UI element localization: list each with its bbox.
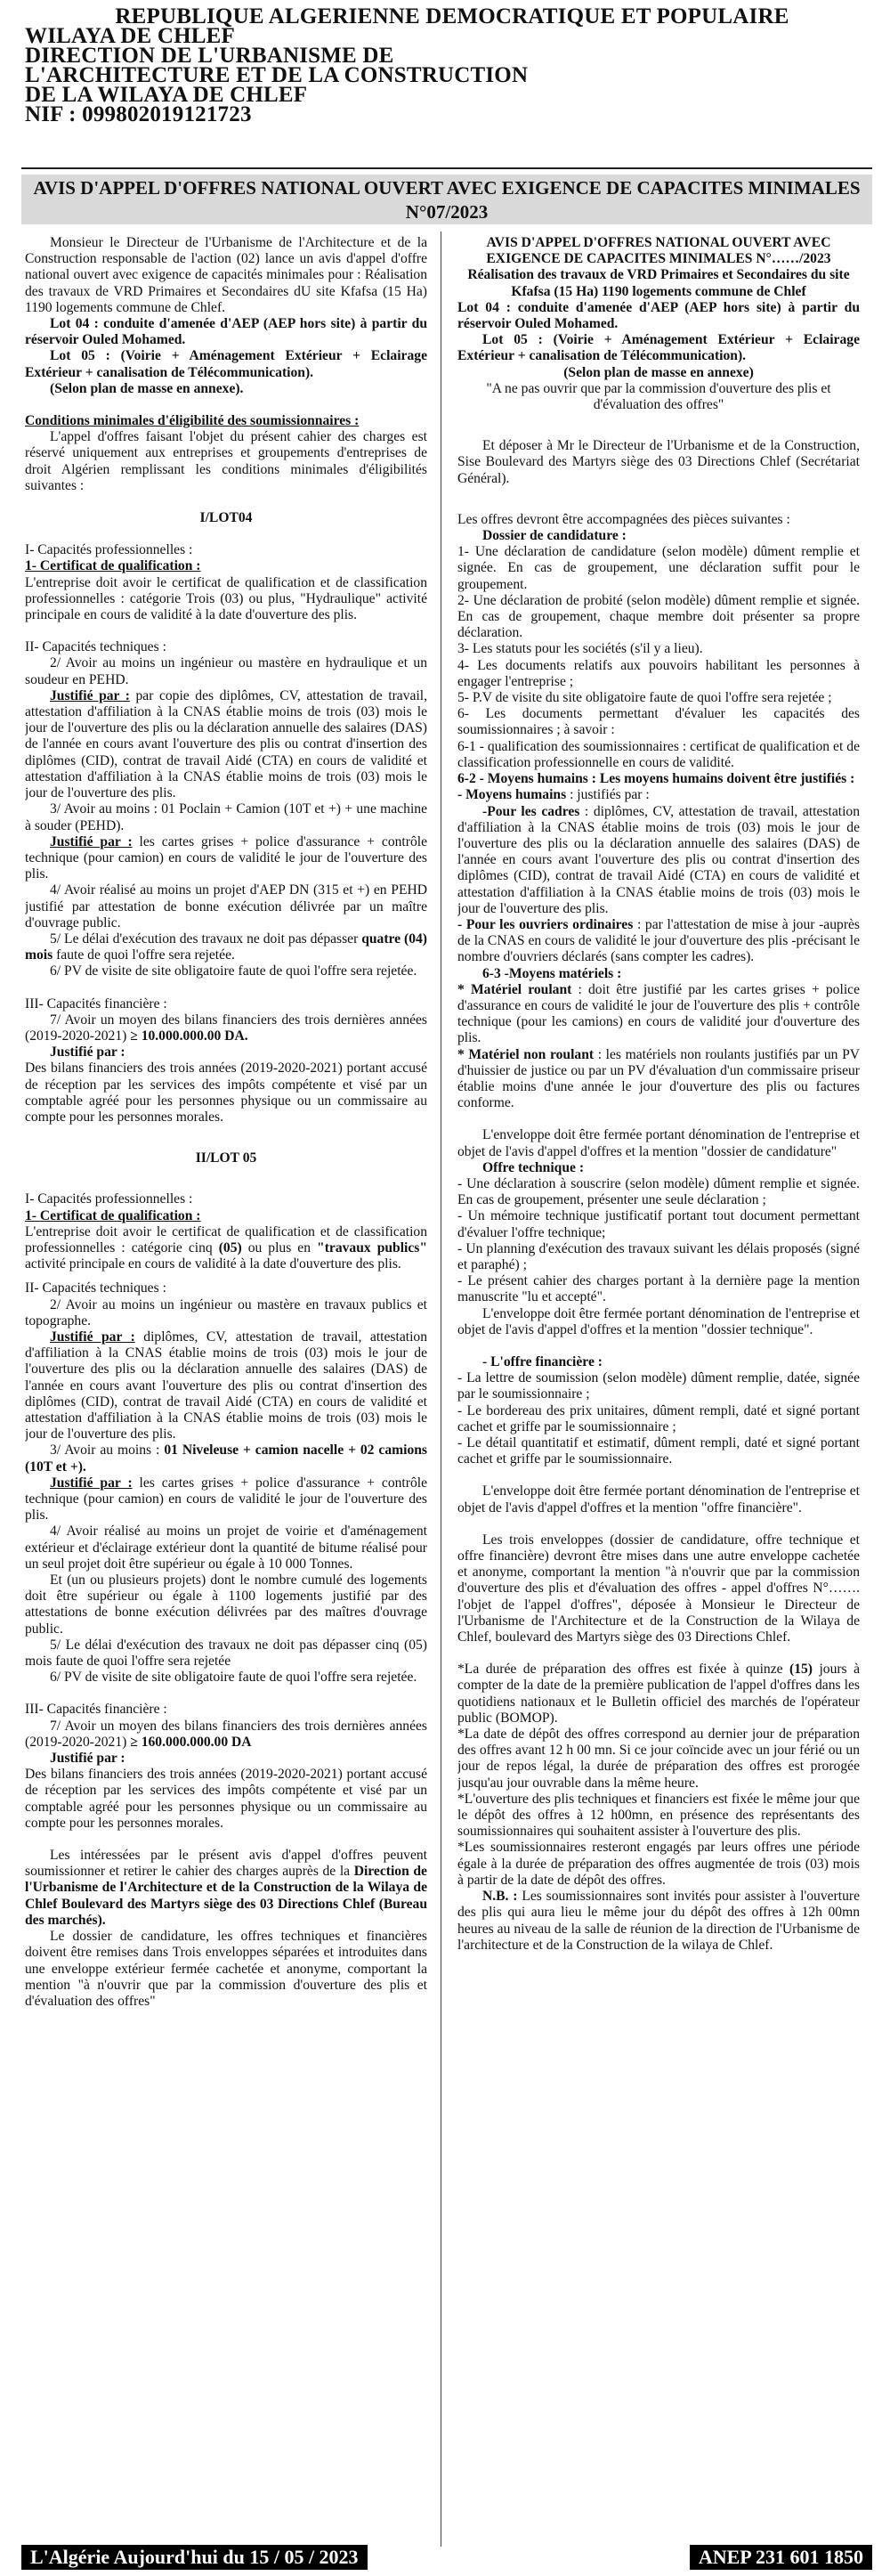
publication-date-badge: L'Algérie Aujourd'hui du 15 / 05 / 2023 [21, 2545, 368, 2570]
justified-text: les cartes grises + police d'assurance + contrôle technique (pour camion) en cours de validité le jour de l'ouverture des plis. [25, 833, 427, 882]
lot05-just-1 [25, 1329, 427, 1442]
text-part: 7/ Avoir un moyen des bilans financiers des trois dernières années (2019-2020-2021) [25, 1012, 427, 1044]
text-part: faute de quoi l'offre sera rejetée. [53, 947, 235, 963]
justified-text: les cartes grises + police d'assurance + contrôle technique (pour camion) en cours de validité le jour de l'ouverture des plis. [25, 1475, 427, 1524]
lot05-fin-7 [25, 1719, 427, 1751]
bold-part: 01 Niveleuse + camion nacelle + 02 camions (10T et +). [25, 1442, 427, 1475]
envelope-candidature: L'enveloppe doit être fermée portant dénomination de l'entreprise et objet de l'avis d'appel d'offres et la mention "dossier de candidature" [457, 1127, 860, 1159]
lot04-cap-fin: III- Capacités financière : [25, 995, 167, 1012]
lot04-tech-4: 4/ Avoir réalisé au moins un projet d'AEP DN (315 et +) en PEHD justifié par attestation de bonne exécution délivrée par un maître d'ouvrage public. [25, 882, 427, 930]
right-plan: (Selon plan de masse en annexe) [563, 364, 754, 380]
envelope-technical: L'enveloppe doit être fermée portant dénomination de l'entreprise et objet de l'avis d'appel d'offres et la mention "dossier technique". [457, 1305, 860, 1337]
lot05-fin-just-text: Des bilans financiers des trois années (2019-2020-2021) portant accusé de réception par les services des impôts compétente et visé par un comptable agréé pour les personnes physique ou un commissaire au compte pour les personnes morales. [25, 1767, 427, 1831]
lot05-tech-3 [25, 1442, 427, 1475]
lot04-tech-6: 6/ PV de visite de site obligatoire faute de quoi l'offre sera rejetée. [50, 963, 417, 979]
lot04-tech-5 [25, 931, 427, 963]
rolling-equipment [457, 982, 860, 1047]
doc-5: 5- P.V de visite du site obligatoire faute de quoi l'offre sera rejetée ; [457, 690, 832, 706]
lot05-cap-tech: II- Capacités techniques : [25, 1280, 166, 1296]
text-part: 5/ Le délai d'exécution des travaux ne doit pas dépasser [50, 930, 362, 947]
candidature-heading: Dossier de candidature : [482, 528, 627, 544]
lot04-just-1 [25, 688, 427, 801]
bold-part: -Pour les cadres [482, 803, 580, 819]
financial-offer-heading: - L'offre financière : [482, 1354, 603, 1369]
notice-title: AVIS D'APPEL D'OFFRES NATIONAL OUVERT AVEC EXIGENCE DE CAPACITES MINIMALES [33, 177, 861, 199]
lot05-cert-text [25, 1224, 427, 1273]
fin-3: - Le détail quantitatif et estimatif, dûment rempli, daté et signé portant cachet et griffe par le soumissionnaire. [457, 1435, 860, 1467]
bold-part: "travaux publics" [317, 1239, 427, 1255]
interested-paragraph [25, 1848, 427, 1929]
commitment-paragraph: *Les soumissionnaires resteront engagés par leurs offres une période égale à la durée de préparation des offres augmentée de trois (03) mois à partir de la date de dépôt des offres. [457, 1840, 860, 1888]
justified-label: Justifié par : [50, 1475, 133, 1491]
lot05-heading: II/LOT 05 [195, 1150, 257, 1166]
doc-6-2: 6-2 - Moyens humains : Les moyens humains doivent être justifiés : [457, 771, 855, 787]
intro-paragraph: Monsieur le Directeur de l'Urbanisme de l'Architecture et de la Construction responsable de l'action (02) lance un avis d'appel d'offre national ouvert avec exigence de capacités minimales pour : Réalisation des travaux de VRD Primaires et Secondaires dU site Kfafsa (15 Ha) 1190 logements commune de Chlef. [25, 235, 427, 315]
text-part: : par l'attestation de mise à jour -auprès de la CNAS en cours de validité le jour d'ouverture des plis -précisant le nombre d'ouvriers déclarés (sans compter les cadres). [457, 916, 860, 965]
lot04-cert-text: L'entreprise doit avoir le certificat de qualification et de classification professionnelles : catégorie Trois (03) ou plus, "Hydraulique" activité principale en cours de validité à la date d'ouverture des plis. [25, 574, 427, 623]
lot05-cap-fin: III- Capacités financière : [25, 1702, 167, 1718]
lot05-tech-4b: Et (un ou plusieurs projets) dont le nombre cumulé des logements doit être supérieur ou égale à 1100 logements justifié par des attestations de bonne exécution délivrées par des maîtres d'ouvrage public. [25, 1572, 427, 1637]
duration-paragraph [457, 1662, 860, 1727]
doc-6-1: 6-1 - qualification des soumissionnaires : certificat de qualification et de classification professionnelle en cours de validité. [457, 738, 860, 770]
header-line-nif: NIF : 099802019121723 [25, 102, 252, 126]
lot05-just-2 [25, 1475, 427, 1524]
lot05-tech-2: 2/ Avoir au moins un ingénieur ou mastère en travaux publics et topographe. [25, 1296, 427, 1329]
text-part: L'entreprise doit avoir le certificat de qualification et de classification professionnelles : catégorie cinq [25, 1223, 427, 1255]
lot04-cap-tech: II- Capacités techniques : [25, 639, 166, 655]
bold-part: ≥ 10.000.000.00 DA. [130, 1028, 248, 1044]
left-column [25, 235, 427, 2541]
justified-text: diplômes, CV, attestation de travail, attestation d'affiliation à la CNAS établie moins de trois (03) mois le jour de l'ouverture des plis ou la déclaration annuelle des salaires (DAS) de l'année en cours avant l'ouverture des plis ou contrat d'insertion des diplômes (CID), contrat de travail Aidé (CTA) en cours de validité et attestation d'affiliation à la CNAS établie moins de trois (03) mois le jour de l'ouverture des plis. [25, 1329, 427, 1442]
deposit-paragraph: Et déposer à Mr le Directeur de l'Urbanisme et de la Construction, Sise Boulevard des Martyrs siège des 03 Directions Chlef (Secrétariat Général). [457, 438, 860, 486]
offers-accompanied: Les offres devront être accompagnées des pièces suivantes : [457, 511, 790, 527]
notice-number: N°07/2023 [405, 201, 489, 223]
nb-paragraph [457, 1889, 860, 1954]
lot04-heading: I/LOT04 [199, 510, 253, 526]
lot05-cap-pro: I- Capacités professionnelles : [25, 1191, 193, 1207]
non-rolling-equipment [457, 1047, 860, 1112]
bold-part: quatre (04) mois [25, 930, 427, 963]
issuer-header [25, 4, 879, 126]
header-line-direction: DIRECTION DE L'URBANISME DE [25, 44, 394, 68]
bold-part: (05) [218, 1239, 242, 1255]
lot04-tech-3: 3/ Avoir au moins : 01 Poclain + Camion (10T et +) + une machine à souder (PEHD). [25, 801, 427, 833]
text-part: *La durée de préparation des offres est fixée à quinze [457, 1662, 789, 1678]
bold-part: Direction de l'Urbanisme de l'Architecture et de la Construction de la Wilaya de Chlef Boulevard des Martyrs siège des 03 Directions Chlef (Bureau des marchés). [25, 1864, 427, 1928]
lot04-tech-2: 2/ Avoir au moins un ingénieur ou mastère en hydraulique et un soudeur en PEHD. [25, 655, 427, 687]
deposit-date: *La date de dépôt des offres correspond au dernier jour de préparation des offres avant 12 h 00 mn. Si ce jour coïncide avec un jour férié ou un jour de repos légal, la durée de préparation des offres est prorogée jusqu'au jour ouvrable dans la même heure. [457, 1727, 860, 1791]
header-rule [21, 167, 872, 169]
cadres-text [457, 804, 860, 917]
text-part: 7/ Avoir un moyen des bilans financiers des trois dernières années (2019-2020-2021) [25, 1718, 427, 1750]
right-project: Réalisation des travaux de VRD Primaires et Secondaires du site Kfafsa (15 Ha) 1190 logements commune de Chlef [467, 267, 850, 299]
lot05-description: Lot 05 : (Voirie + Aménagement Extérieur + Eclairage Extérieur + canalisation de Télécommunication). [25, 348, 427, 380]
doc-3: 3- Les statuts pour les sociétés (s'il y a lieu). [457, 641, 703, 657]
text-part: : doit être justifié par les cartes grises + police d'assurance en cours de validité le jour de l'ouverture des plis + contrôle technique (pour les camions) en cours de validité jour d'ouverture des plis. [457, 981, 860, 1046]
tech-3: - Un planning d'exécution des travaux suivant les délais proposés (signé et paraphé) ; [457, 1240, 860, 1272]
plan-note: (Selon plan de masse en annexe). [50, 380, 244, 396]
text-part: ou plus en [241, 1239, 318, 1255]
right-column [457, 235, 860, 2541]
header-line-architecture: L'ARCHITECTURE ET DE LA CONSTRUCTION [25, 63, 529, 87]
bold-part: (15) [789, 1662, 813, 1678]
justified-label: Justifié par : [50, 833, 133, 849]
tech-1: - Une déclaration à souscrire (selon modèle) dûment remplie et signée. En cas de groupement, présenter une seule déclaration ; [457, 1175, 860, 1208]
doc-6: 6- Les documents permettant d'évaluer les capacités des soumissionnaires ; à savoir : [457, 706, 860, 738]
lot04-cert-title: 1- Certificat de qualification : [25, 558, 201, 574]
right-nouvrir: "A ne pas ouvrir que par la commission d'ouverture des plis et d'évaluation des offres" [486, 380, 831, 413]
tech-4: - Le présent cahier des charges portant à la dernière page la mention manuscrite "lu et accepté". [457, 1273, 860, 1305]
text-part: jours à compter de la date de la première publication de l'appel d'offres dans les quotidiens nationaux et le Bulletin officiel des marchés de l'opérateur public (BOMOP). [457, 1662, 860, 1726]
lot04-fin-just-text: Des bilans financiers des trois années (2019-2020-2021) portant accusé de réception par les services des impôts compétente et visé par un comptable agréé pour les personnes physique ou un commissaire au compte pour les personnes morales. [25, 1060, 427, 1125]
right-title: AVIS D'APPEL D'OFFRES NATIONAL OUVERT AVEC EXIGENCE DE CAPACITES MINIMALES N°……/2023 [486, 235, 831, 267]
lot04-just-2 [25, 834, 427, 883]
tech-2: - Un mémoire technique justificatif portant tout document permettant d'évaluer l'offre technique; [457, 1208, 860, 1240]
lot04-fin-7 [25, 1012, 427, 1044]
text-part: : diplômes, CV, attestation de travail, attestation d'affiliation à la CNAS établie moins de trois (03) mois le jour de l'ouverture des plis ou la déclaration annuelle des salaires (DAS) de l'année en cours avant l'ouverture des plis ou contrat d'insertion des diplômes (CID), contrat de travail Aidé (CTA) en cours de validité et attestation d'affiliation à la CNAS établie moins de trois (03) mois le jour de l'ouverture des plis. [457, 803, 860, 916]
conditions-text: L'appel d'offres faisant l'objet du présent cahier des charges est réservé uniquement aux entreprises et groupements d'entreprises de droit Algérien remplissant les conditions minimales d'éligibilités suivantes : [25, 429, 427, 493]
opening-paragraph: *L'ouverture des plis techniques et financiers est fixée le même jour que le dépôt des offres à 12 h00mn, en présence des représentants des soumissionnaires qui souhaitent assister à l'ouverture des plis. [457, 1791, 860, 1840]
lot04-fin-just-label: Justifié par : [50, 1044, 125, 1060]
fin-1: - La lettre de soumission (selon modèle) dûment remplie, datée, signée par le soumissionnaire ; [457, 1370, 860, 1402]
conditions-heading: Conditions minimales d'éligibilité des soumissionnaires : [25, 413, 360, 429]
lot05-tech-5: 5/ Le délai d'exécution des travaux ne doit pas dépasser cinq (05) mois faute de quoi l'offre sera rejetée [25, 1637, 427, 1670]
header-line-wilaya: WILAYA DE CHLEF [25, 24, 235, 48]
header-line-republic: REPUBLIQUE ALGERIENNE DEMOCRATIQUE ET POPULAIRE [115, 4, 789, 28]
bold-part: * Matériel non roulant [457, 1046, 595, 1062]
text-part: : les matériels non roulants justifiés par un PV d'huissier de justice ou par un PV d'évaluation d'un commissaire priseur établie moins d'une année le jour d'ouverture des plis ou factures conforme. [457, 1046, 860, 1111]
doc-4: 4- Les documents relatifs aux pouvoirs habilitant les personnes à engager l'entreprise ; [457, 657, 860, 689]
lot05-fin-just-label: Justifié par : [50, 1751, 125, 1767]
text-part: : justifiés par : [566, 787, 650, 803]
justified-label: Justifié par : [50, 1329, 135, 1345]
dossier-paragraph: Le dossier de candidature, les offres techniques et financières doivent être remises dans Trois enveloppes séparées et introduites dans une enveloppe extérieur fermée cachetée et anonyme, comportant la mention "à n'ouvrir que par la commission d'ouverture des plis et d'évaluation des offres" [25, 1929, 427, 2009]
header-line-chlef: DE LA WILAYA DE CHLEF [25, 83, 308, 107]
text-part: 3/ Avoir au moins : [50, 1442, 165, 1459]
lot05-cert-title: 1- Certificat de qualification : [25, 1207, 201, 1223]
lot04-description: Lot 04 : conduite d'amenée d'AEP (AEP hors site) à partir du réservoir Ouled Mohamed. [25, 316, 427, 348]
bold-part: * Matériel roulant [457, 981, 572, 997]
justified-text: par copie des diplômes, CV, attestation de travail, attestation d'affiliation à la CNAS établie moins de trois (03) mois le jour de l'ouverture des plis ou la déclaration annuelle des salaires (DAS) de l'année en cours avant l'ouverture des plis ou contrat d'insertion des diplômes (CID), contrat de travail Aidé (CTA) en cours de validité et attestation d'affiliation à la CNAS établie moins de trois (03) mois le jour de l'ouverture des plis. [25, 687, 427, 801]
doc-1: 1- Une déclaration de candidature (selon modèle) dûment remplie et signée. En cas de groupement, une déclaration suffit pour le groupement. [457, 544, 860, 592]
tech-offer-heading: Offre technique : [482, 1159, 585, 1175]
text-part: Les intéressées par le présent avis d'appel d'offres peuvent soumissionner et retirer le cahier des charges auprès de la [25, 1848, 427, 1880]
anep-reference-badge: ANEP 231 601 1850 [690, 2545, 872, 2570]
fin-2: - Le bordereau des prix unitaires, dûment rempli, daté et signé portant cachet et griffe par le soumissionnaire ; [457, 1402, 860, 1434]
three-envelopes: Les trois enveloppes (dossier de candidature, offre technique et offre financière) devront être mises dans une autre enveloppe cachetée et anonyme, comportant la mention "à n'ouvrir que par la commission d'ouverture des plis et d'évaluation des offres - appel d'offres N°……. l'objet de l'appel d'offres", déposée à Monsieur le Directeur de l'Urbanisme de l'Architecture et de la Construction de la Wilaya de Chlef, boulevard des Martyrs siège des 03 Directions Chlef. [457, 1532, 860, 1646]
lot05-tech-4a: 4/ Avoir réalisé au moins un projet de voirie et d'aménagement extérieur et d'éclairage extérieur dont la quantité de bitume réalisé pour un seul projet doit être supérieur ou égale à 10 000 Tonnes. [25, 1524, 427, 1572]
doc-6-3: 6-3 -Moyens matériels : [482, 965, 622, 981]
lot04-cap-pro: I- Capacités professionnelles : [25, 542, 193, 558]
workers-text [457, 917, 860, 966]
text-part: activité principale en cours de validité à la date d'ouverture des plis. [25, 1256, 401, 1272]
doc-2: 2- Une déclaration de probité (selon modèle) dûment remplie et signée. En cas de groupement, chaque membre doit présenter sa propre déclaration. [457, 592, 860, 641]
lot05-tech-6: 6/ PV de visite de site obligatoire faute de quoi l'offre sera rejetée. [50, 1670, 417, 1686]
bold-part: N.B. : [482, 1889, 518, 1905]
justified-label: Justifié par : [50, 687, 130, 703]
title-band [21, 175, 872, 224]
bold-part: - Moyens humains [457, 787, 567, 803]
text-part: Les soumissionnaires sont invités pour assister à l'ouverture des plis qui aura lieu le même jour du dépôt des offres à 12h 00mn heures au niveau de la salle de réunion de la direction de l'Urbanisme de l'architecture et de la Construction de la wilaya de Chlef. [457, 1889, 860, 1953]
envelope-financial: L'enveloppe doit être fermée portant dénomination de l'entreprise et objet de l'avis d'appel d'offres et la mention "offre financière". [457, 1483, 860, 1516]
right-lot05: Lot 05 : (Voirie + Aménagement Extérieur + Eclairage Extérieur + canalisation de Télécommunication). [457, 332, 860, 364]
bold-part: - Pour les ouvriers ordinaires [457, 916, 634, 932]
bold-part: ≥ 160.000.000.00 DA [130, 1734, 252, 1750]
human-means [457, 787, 860, 803]
right-lot04: Lot 04 : conduite d'amenée d'AEP (AEP hors site) à partir du réservoir Ouled Mohamed. [457, 299, 860, 332]
